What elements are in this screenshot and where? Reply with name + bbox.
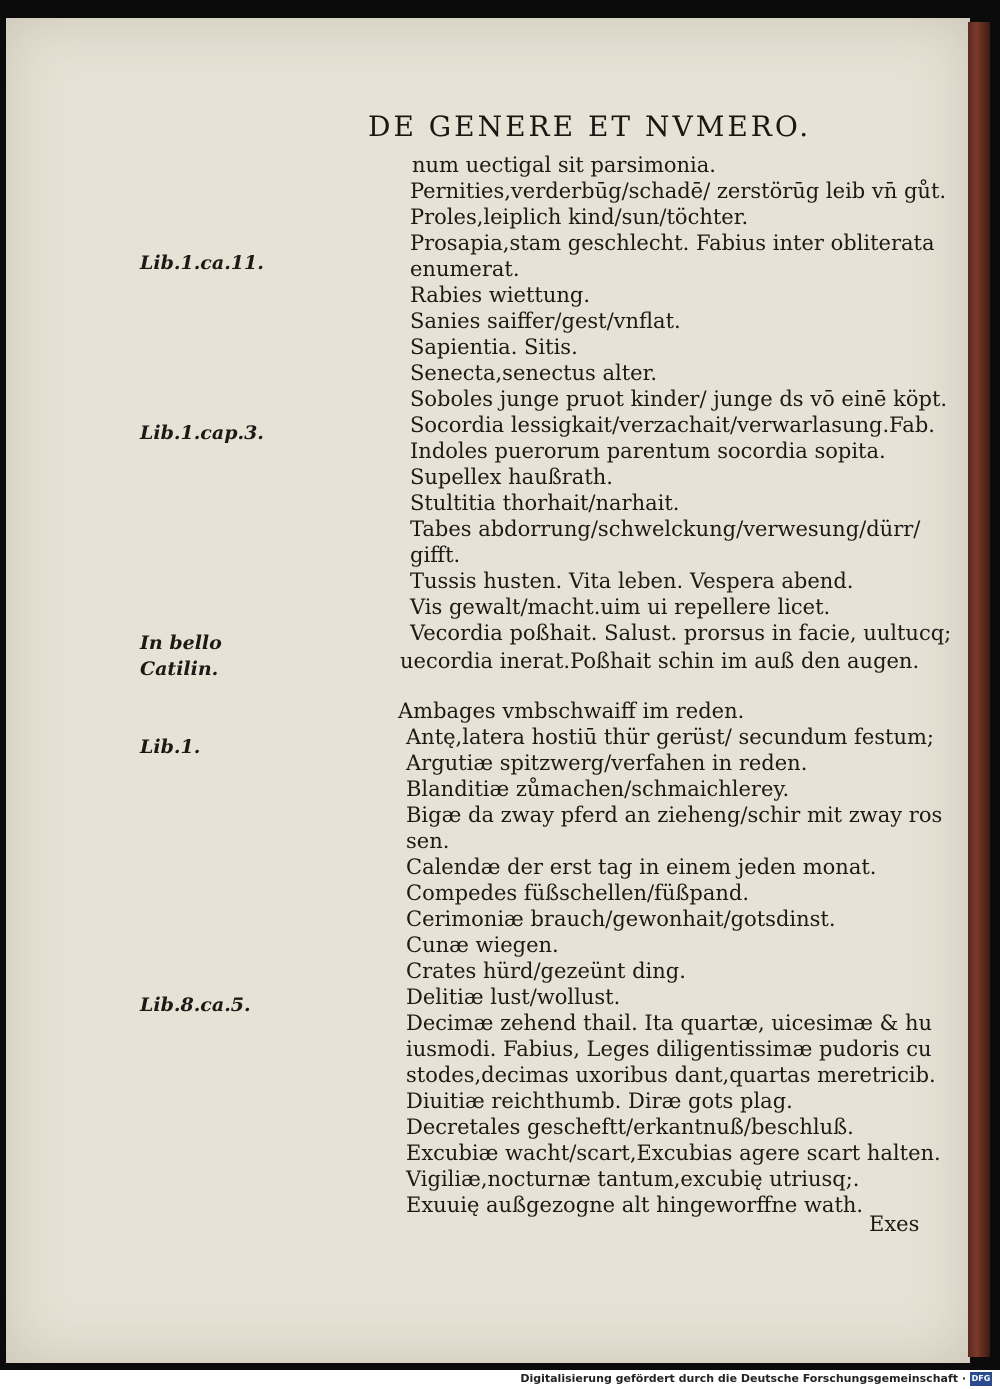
margin-note: Lib.1.cap.3. (140, 422, 264, 444)
margin-note: Lib.8.ca.5. (140, 994, 251, 1016)
text-line: enumerat. (410, 257, 520, 281)
text-line: Vecordia poßhait. Salust. prorsus in facie, uultucq; (410, 621, 952, 645)
text-line: uecordia inerat.Poßhait schin im auß den augen. (400, 649, 920, 673)
text-line: Senecta,senectus alter. (410, 361, 658, 385)
text-line: Prosapia,stam geschlecht. Fabius inter obliterata (410, 231, 935, 255)
text-line: Calendæ der erst tag in einem jeden monat. (406, 855, 877, 879)
text-line: Argutiæ spitzwerg/verfahen in reden. (406, 751, 808, 775)
text-line: iusmodi. Fabius, Leges diligentissimæ pudoris cu (406, 1037, 932, 1061)
text-line: Crates hürd/gezeünt ding. (406, 959, 686, 983)
text-line: Proles,leiplich kind/sun/töchter. (410, 205, 749, 229)
text-line: Vigiliæ,nocturnæ tantum,excubię utriusq;. (406, 1167, 860, 1191)
text-line: Stultitia thorhait/narhait. (410, 491, 680, 515)
text-line: Cunæ wiegen. (406, 933, 559, 957)
text-line: gifft. (410, 543, 461, 567)
margin-note: Lib.1. (140, 736, 201, 758)
text-line: Delitiæ lust/wollust. (406, 985, 621, 1009)
text-line: stodes,decimas uxoribus dant,quartas meretricib. (406, 1063, 936, 1087)
margin-note: In bello Catilin. (140, 632, 222, 680)
running-head: DE GENERE ET NVMERO. (368, 110, 812, 143)
text-line: Compedes füßschellen/füßpand. (406, 881, 750, 905)
text-line: Bigæ da zway pferd an zieheng/schir mit zway ros (406, 803, 943, 827)
text-line: Blanditiæ zůmachen/schmaichlerey. (406, 777, 790, 801)
text-line: Pernities,verderbūg/schadē/ zerstörūg leib vn̄ gůt. (410, 179, 947, 203)
text-line: Decretales gescheftt/erkantnuß/beschluß. (406, 1115, 854, 1139)
text-line: Excubiæ wacht/scart,Excubias agere scart halten. (406, 1141, 941, 1165)
text-line: Tussis husten. Vita leben. Vespera abend. (410, 569, 854, 593)
text-line: Sapientia. Sitis. (410, 335, 578, 359)
text-line: Diuitiæ reichthumb. Diræ gots plag. (406, 1089, 793, 1113)
text-line: Supellex haußrath. (410, 465, 613, 489)
dfg-logo-icon: DFG (970, 1372, 992, 1386)
funding-credit: Digitalisierung gefördert durch die Deutsche Forschungsgemeinschaft · (520, 1372, 966, 1385)
margin-note: Lib.1.ca.11. (140, 252, 264, 274)
text-line: Sanies saiffer/gest/vnflat. (410, 309, 681, 333)
page-edge (968, 22, 990, 1357)
text-line: Socordia lessigkait/verzachait/verwarlasung.Fab. (410, 413, 935, 437)
text-line: Tabes abdorrung/schwelckung/verwesung/dürr/ (410, 517, 921, 541)
text-line: num uectigal sit parsimonia. (412, 153, 716, 177)
text-line: Indoles puerorum parentum socordia sopita. (410, 439, 886, 463)
text-line: Antę,latera hostiū thür gerüst/ secundum festum; (406, 725, 934, 749)
text-line: Exuuię außgezogne alt hingeworffne wath. (406, 1193, 864, 1217)
catchword: Exes (869, 1212, 920, 1236)
text-line: Soboles junge pruot kinder/ junge ds vō einē köpt. (410, 387, 948, 411)
text-line: Cerimoniæ brauch/gewonhait/gotsdinst. (406, 907, 836, 931)
text-line: Vis gewalt/macht.uim ui repellere licet. (410, 595, 831, 619)
text-line: Rabies wiettung. (410, 283, 591, 307)
text-line: Ambages vmbschwaiff im reden. (398, 699, 745, 723)
text-line: sen. (406, 829, 450, 853)
text-line: Decimæ zehend thail. Ita quartæ, uicesimæ & hu (406, 1011, 933, 1035)
